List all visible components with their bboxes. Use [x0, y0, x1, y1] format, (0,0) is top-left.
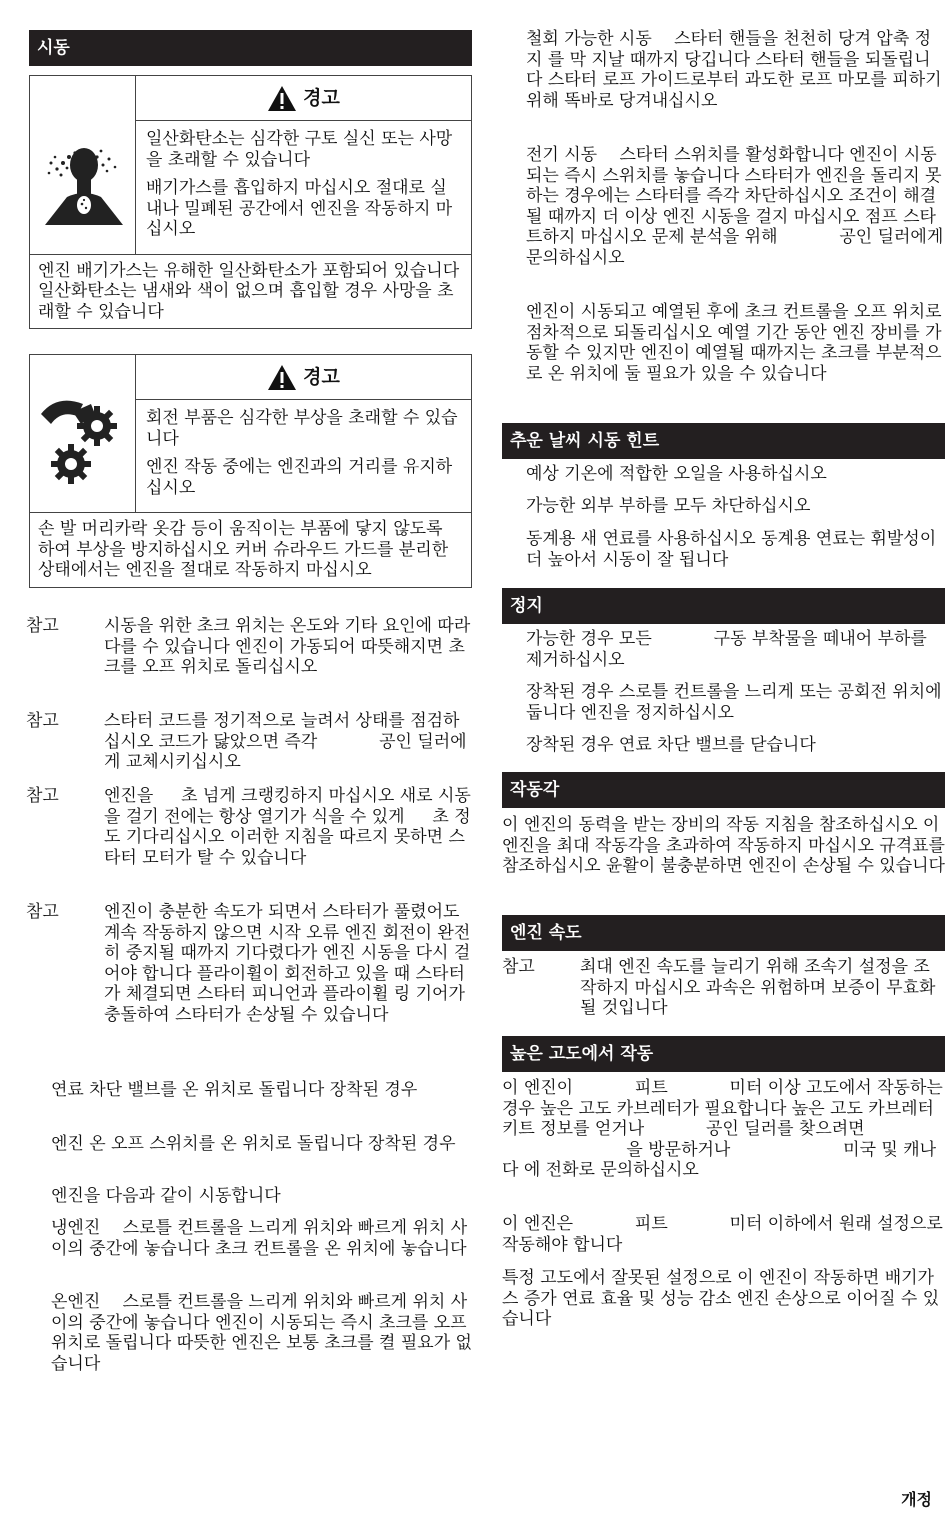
step-text: 철회 가능한 시동 스타터 핸들을 천천히 당겨 압축 정지 를 막 지날 때까지 당깁니다 스타터 핸들을 되돌립니다 스타터 로프 가이드로부터 과도한 로프 마모를 피하기 위해 똑바로 당겨내십시오: [526, 29, 942, 111]
warning-text: 회전 부품은 심각한 부상을 초래할 수 있습니다: [146, 408, 458, 449]
paragraph: 이 엔진은 피트 미터 이하에서 원래 설정으로 작동해야 합니다: [502, 1214, 943, 1255]
step-text: 엔진이 시동되고 예열된 후에 초크 컨트롤을 오프 위치로 점차적으로 되돌리십시오 예열 기간 동안 엔진 장비를 가동할 수 있지만 엔진이 예열될 때까지는 초크를 부분적으로 온 위치에 둘 필요가 있을 수 있습니다: [526, 302, 942, 384]
warning-text: 배기가스를 흡입하지 마십시오 절대로 실내나 밀폐된 공간에서 엔진을 작동하지 마십시오: [146, 178, 453, 239]
note-item: 참고 엔진을 초 넘게 크랭킹하지 마십시오 새로 시동을 걸기 전에는 항상 열기가 식을 수 있게 초 정도 기다리십시오 이러한 지침을 따르지 못하면 스타터 모터가 탈 수 있습니다: [26, 786, 471, 868]
section-header-engine-speed: 엔진 속도: [502, 915, 945, 951]
list-item: 가능한 외부 부하를 모두 차단하십시오: [526, 496, 811, 516]
step-text: 전기 시동 스타터 스위치를 활성화합니다 엔진이 시동되는 즉시 스위치를 놓습니다 스타터가 엔진을 돌리지 못하는 경우에는 스타터를 즉각 차단하십시오 조건이 해결될 때까지 더 이상 엔진 시동을 걸지 마십시오 점프 스타트하지 마십시오 문제 분석을 위해 공인 딜러에게 문의하십시오: [526, 145, 944, 268]
section-header-stopping: 정지: [502, 588, 945, 624]
section-header-high-altitude: 높은 고도에서 작동: [502, 1036, 945, 1072]
list-item: 예상 기온에 적합한 오일을 사용하십시오: [526, 464, 827, 484]
paragraph: 이 엔진이 피트 미터 이상 고도에서 작동하는 경우 높은 고도 카브레터가 필요합니다 높은 고도 카브레터 키트 정보를 얻거나 공인 딜러를 찾으려면 을 방문하거나 미국 및 캐나다 에 전화로 문의하십시오: [502, 1078, 943, 1180]
warning-footer-text: 엔진 배기가스는 유해한 일산화탄소가 포함되어 있습니다 일산화탄소는 냄새와 색이 없으며 흡입할 경우 사망을 초래할 수 있습니다: [38, 260, 460, 322]
co-poisoning-icon: [30, 76, 136, 254]
section-header-operating-angle: 작동각: [502, 772, 945, 808]
rotating-parts-icon: [30, 355, 136, 512]
warning-title: 경고: [136, 355, 471, 400]
warning-box-rotating-parts: [29, 354, 472, 588]
list-item: 장착된 경우 스로틀 컨트롤을 느리게 또는 공회전 위치에 둡니다 엔진을 정지하십시오: [526, 682, 942, 723]
note-item: 참고 스타터 코드를 정기적으로 늘려서 상태를 점검하십시오 코드가 닳았으면 즉각 공인 딜러에게 교체시키십시오: [26, 711, 467, 772]
paragraph: 이 엔진의 동력을 받는 장비의 작동 지침을 참조하십시오 이 엔진을 최대 작동각을 초과하여 작동하지 마십시오 규격표를 참조하십시오 윤활이 불충분하면 엔진이 손상될 수 있습니다: [502, 815, 945, 876]
note-item: 참고 시동을 위한 초크 위치는 온도와 기타 요인에 따라 다를 수 있습니다 엔진이 가동되어 따뜻해지면 초크를 오프 위치로 돌리십시오: [26, 616, 471, 677]
list-item: 장착된 경우 연료 차단 밸브를 닫습니다: [526, 735, 816, 755]
note-item: 참고 엔진이 충분한 속도가 되면서 스타터가 풀렸어도 계속 작동하지 않으면 시작 오류 엔진 회전이 완전히 중지될 때까지 기다렸다가 엔진 시동을 다시 걸어야 합니다 플라이휠이 회전하고 있을 때 스타터가 체결되면 스타터 피니언과 플라이휠 링 기어가 충돌하여 스타터가 손상될 수 있습니다: [26, 902, 471, 1025]
warning-text: 엔진 작동 중에는 엔진과의 거리를 유지하십시오: [146, 457, 453, 498]
paragraph: 특정 고도에서 잘못된 설정으로 이 엔진이 작동하면 배기가스 증가 연료 효율 및 성능 감소 엔진 손상으로 이어질 수 있습니다: [502, 1268, 940, 1329]
step-text: 엔진을 다음과 같이 시동합니다: [51, 1186, 281, 1206]
page-footer: 개정: [901, 1489, 932, 1509]
note-item: 참고 최대 엔진 속도를 늘리기 위해 조속기 설정을 조작하지 마십시오 과속은 위험하며 보증이 무효화될 것입니다: [502, 957, 936, 1018]
warning-title: 경고: [136, 76, 471, 121]
step-text: 냉엔진 스로틀 컨트롤을 느리게 위치와 빠르게 위치 사이의 중간에 놓습니다 초크 컨트롤을 온 위치에 놓습니다: [51, 1218, 468, 1259]
warning-triangle-icon: [267, 85, 297, 112]
section-header-cold-weather: 추운 날씨 시동 힌트: [502, 423, 945, 459]
step-text: 엔진 온 오프 스위치를 온 위치로 돌립니다 장착된 경우: [51, 1134, 456, 1154]
warning-box-carbon-monoxide: [29, 75, 472, 329]
warning-footer-text: 손 발 머리카락 옷감 등이 움직이는 부품에 닿지 않도록 하여 부상을 방지하십시오 커버 슈라우드 가드를 분리한 상태에서는 엔진을 절대로 작동하지 마십시오: [38, 519, 449, 580]
list-item: 동계용 새 연료를 사용하십시오 동계용 연료는 휘발성이 더 높아서 시동이 잘 됩니다: [526, 529, 937, 570]
step-text: 연료 차단 밸브를 온 위치로 돌립니다 장착된 경우: [51, 1080, 418, 1100]
warning-triangle-icon: [267, 364, 297, 391]
warning-text: 일산화탄소는 심각한 구토 실신 또는 사망을 초래할 수 있습니다: [146, 129, 453, 170]
step-text: 온엔진 스로틀 컨트롤을 느리게 위치와 빠르게 위치 사이의 중간에 놓습니다 엔진이 시동되는 즉시 초크를 오프 위치로 돌립니다 따뜻한 엔진은 보통 초크를 켤 필요가 없습니다: [51, 1292, 472, 1374]
list-item: 가능한 경우 모든 구동 부착물을 떼내어 부하를 제거하십시오: [526, 629, 927, 670]
section-header-starting: 시동: [29, 30, 472, 66]
